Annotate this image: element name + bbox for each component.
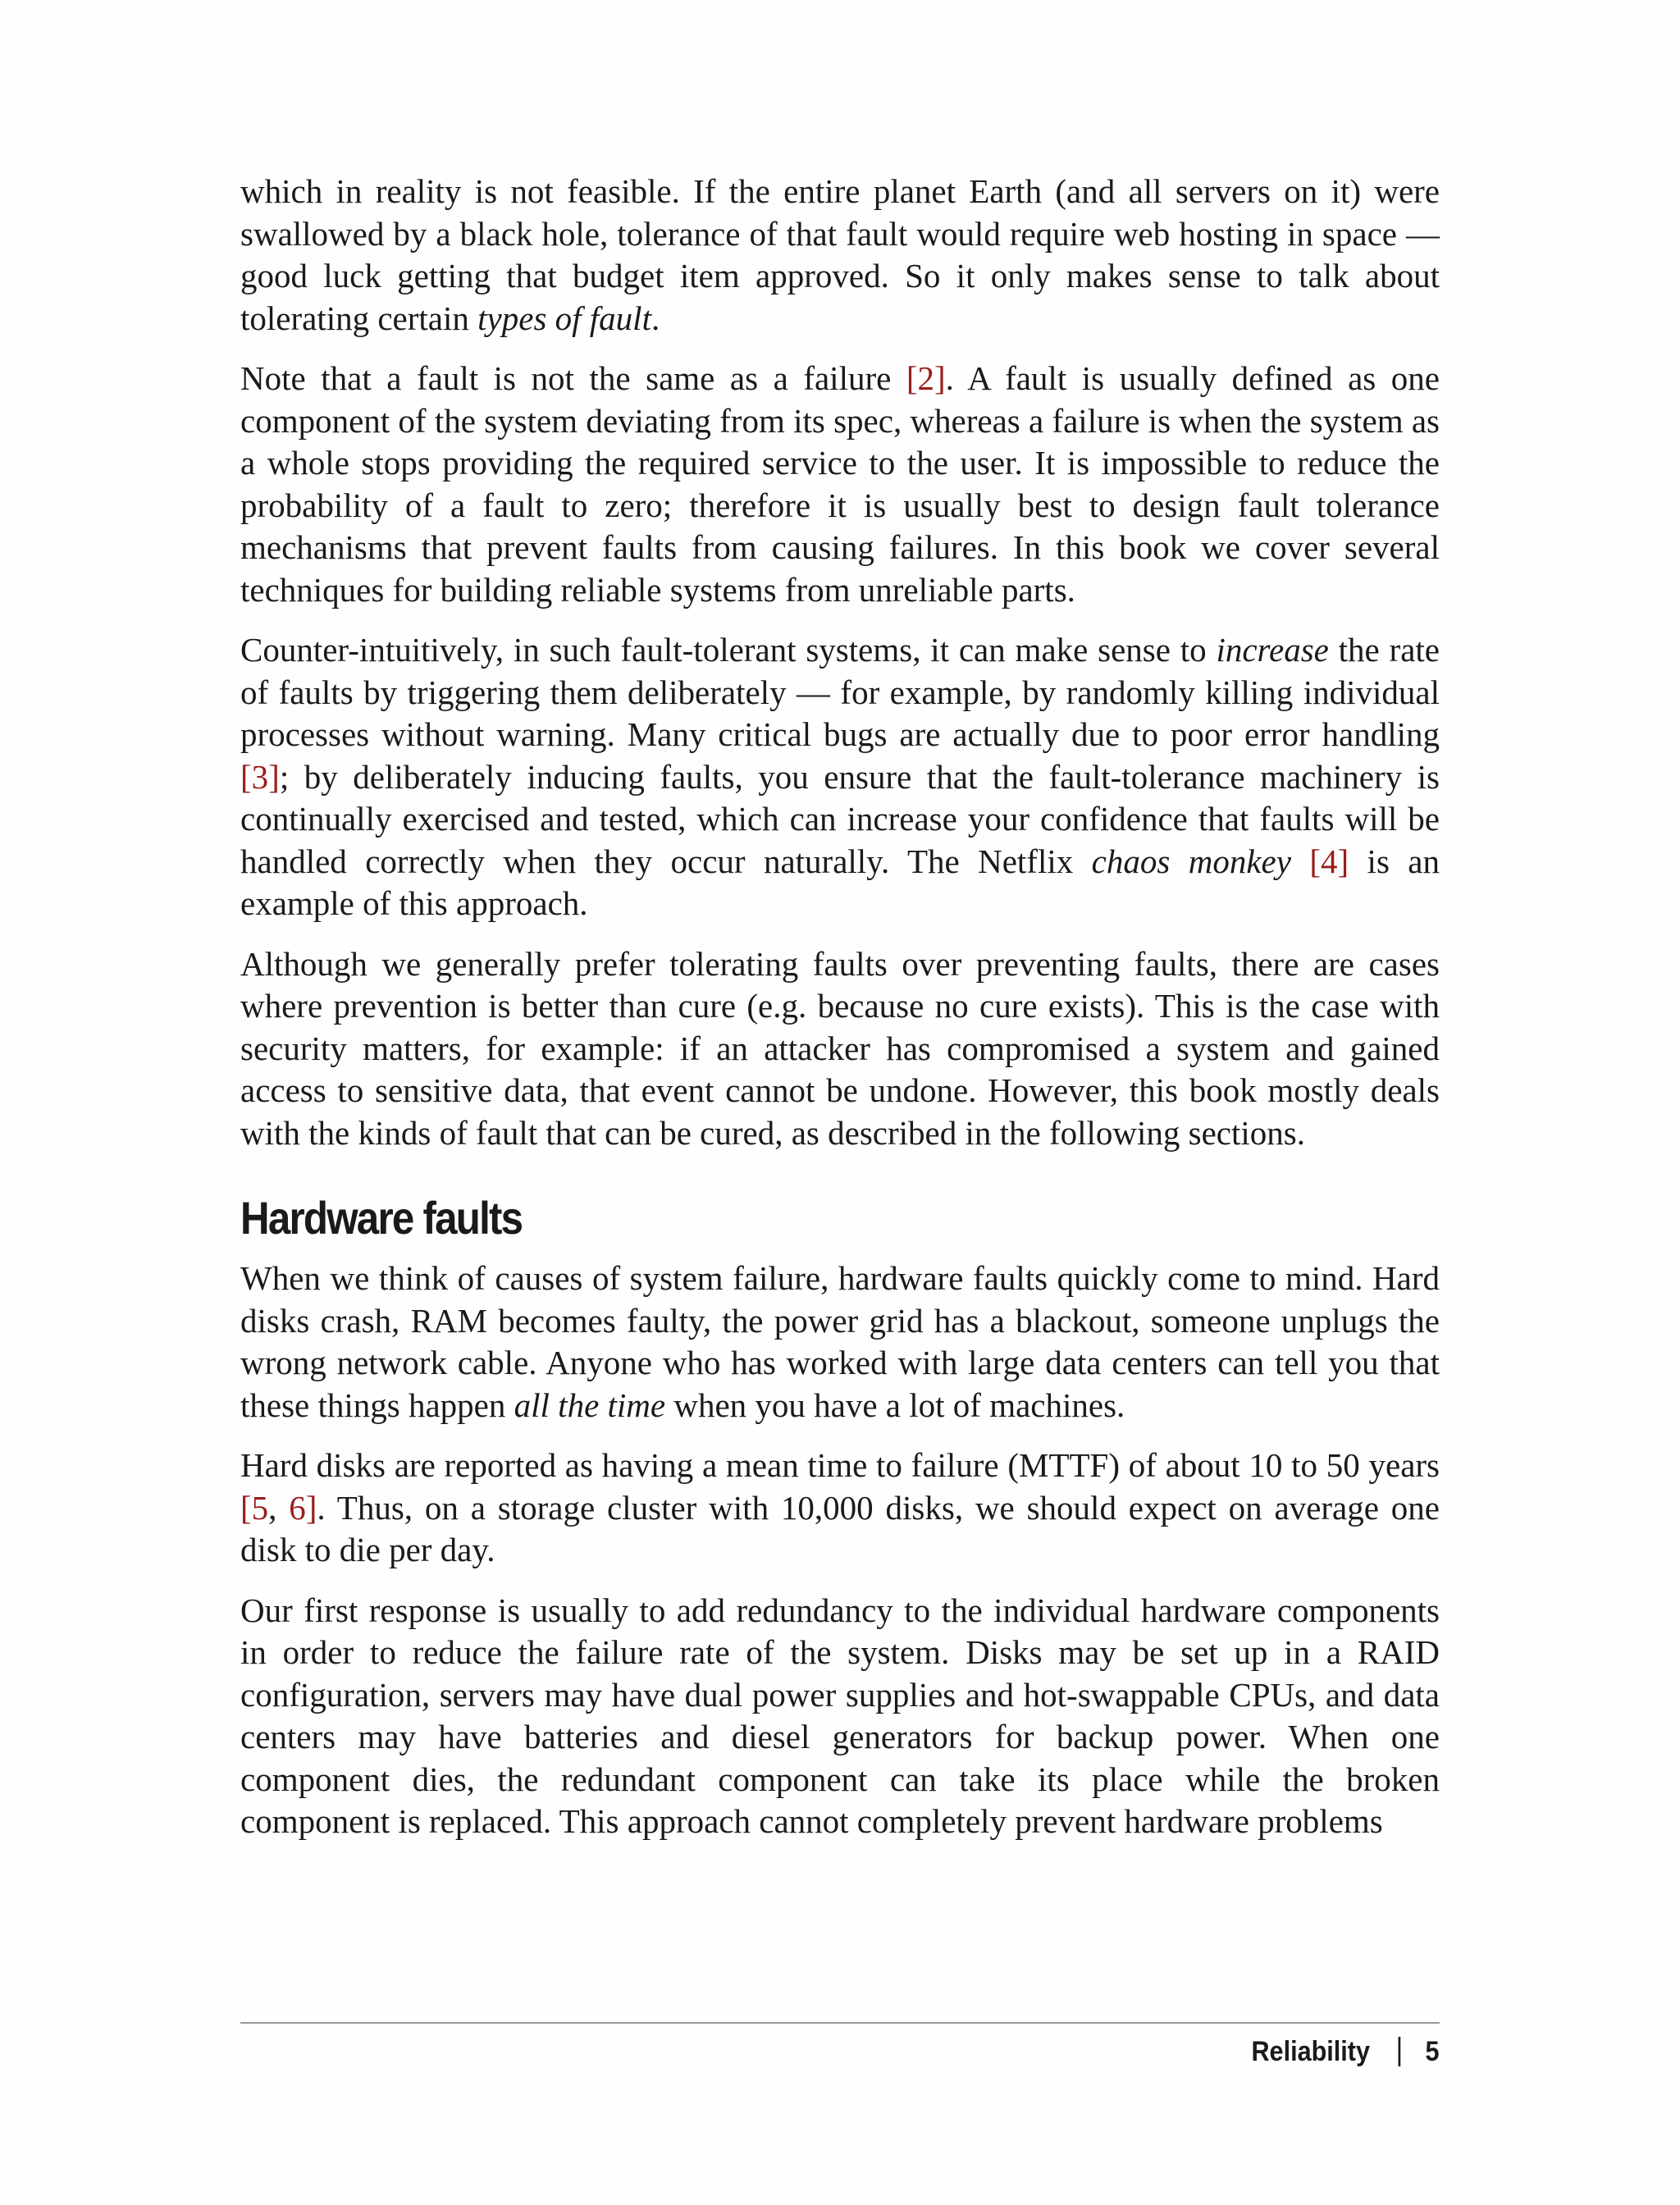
page-number: 5: [1425, 2036, 1440, 2067]
page-body: [240, 171, 1440, 1861]
text-run: Although we generally prefer tolerating faults over preventing faults, there are cases where prevention is better than cure (e.g. because no cure exists). This is the case with security matters, for example: if an attacker has compromised a system and gained access to sensitive data, that event cannot be undone. However, this book mostly deals with the kinds of fault that can be cured, as described in the following sections.: [240, 944, 1440, 1152]
text-run: Hard disks are reported as having a mean time to failure (MTTF) of about 10 to 50 years: [240, 1446, 1440, 1484]
section-paragraphs: [240, 1258, 1440, 1843]
body-paragraph: [240, 943, 1440, 1155]
text-run: ,: [268, 1488, 290, 1527]
footer-divider: [240, 2022, 1440, 2024]
intro-paragraphs: [240, 171, 1440, 1154]
running-footer-chapter: Reliability: [1251, 2036, 1371, 2067]
citation-link[interactable]: [3]: [240, 757, 280, 796]
text-run: which in reality is not feasible. If the entire planet Earth (and all servers on it) were swallowed by a black hole, tolerance of that fault would require web hosting in space — good luck getting that budget item approved. So it only makes sense to talk about tolerating certain: [240, 172, 1440, 337]
body-paragraph: [240, 1445, 1440, 1572]
text-run: ; by deliberately inducing faults, you ensure that the fault-tolerance machinery is continually exercised and tested, which can increase your confidence that faults will be handled correctly when they occur naturally. The Netflix: [240, 757, 1440, 880]
page-footer: [1252, 2033, 1440, 2070]
emphasis-text: types of fault: [477, 299, 651, 337]
text-run: the rate of faults by triggering them deliberately — for example, by randomly killing individual processes without warning. Many critical bugs are actually due to poor error handling: [240, 631, 1440, 753]
body-paragraph: [240, 629, 1440, 925]
citation-link[interactable]: ]: [305, 1488, 317, 1527]
section-heading: Hardware faults: [240, 1192, 523, 1244]
body-paragraph: [240, 171, 1440, 340]
text-run: . Thus, on a storage cluster with 10,000 disks, we should expect on average one disk to die per day.: [240, 1488, 1440, 1568]
text-run: .: [651, 299, 660, 337]
emphasis-text: chaos monkey: [1091, 842, 1291, 880]
body-paragraph: [240, 1258, 1440, 1427]
citation-link[interactable]: [2]: [906, 359, 946, 397]
citation-link[interactable]: [: [240, 1488, 252, 1527]
body-paragraph: [240, 358, 1440, 611]
text-run: Our first response is usually to add redundancy to the individual hardware components in order to reduce the failure rate of the system. Disks may be set up in a RAID configuration, servers may have dual power supplies and hot-swappable CPUs, and data centers may have batteries and diesel generators for backup power. When one component dies, the redundant component can take its place while the broken component is replaced. This approach cannot completely prevent hardware problems: [240, 1591, 1440, 1840]
text-run: . A fault is usually defined as one component of the system deviating from its spec, whereas a failure is when the system as a whole stops providing the required service to the user. It is impossible to reduce the probability of a fault to zero; therefore it is usually best to design fault tolerance mechanisms that prevent faults from causing failures. In this book we cover several techniques for building reliable systems from unreliable parts.: [240, 359, 1440, 609]
emphasis-text: all the time: [514, 1386, 666, 1424]
text-run: Counter-intuitively, in such fault-tolerant systems, it can make sense to: [240, 631, 1217, 669]
emphasis-text: increase: [1216, 631, 1329, 669]
citation-link[interactable]: 6: [289, 1488, 306, 1527]
text-run: When we think of causes of system failure, hardware faults quickly come to mind. Hard disks crash, RAM becomes faulty, the power grid has a blackout, someone unplugs the wrong network cable. Anyone who has worked with large data centers can tell you that these things happen: [240, 1259, 1440, 1424]
text-run: is an example of this approach.: [240, 842, 1440, 922]
citation-link[interactable]: 5: [251, 1488, 269, 1527]
text-run: Note that a fault is not the same as a failure: [240, 359, 906, 397]
footer-separator: [1399, 2037, 1401, 2066]
citation-link[interactable]: [4]: [1309, 842, 1349, 880]
text-run: when you have a lot of machines.: [665, 1386, 1125, 1424]
text-run: [1291, 842, 1309, 880]
body-paragraph: [240, 1590, 1440, 1843]
